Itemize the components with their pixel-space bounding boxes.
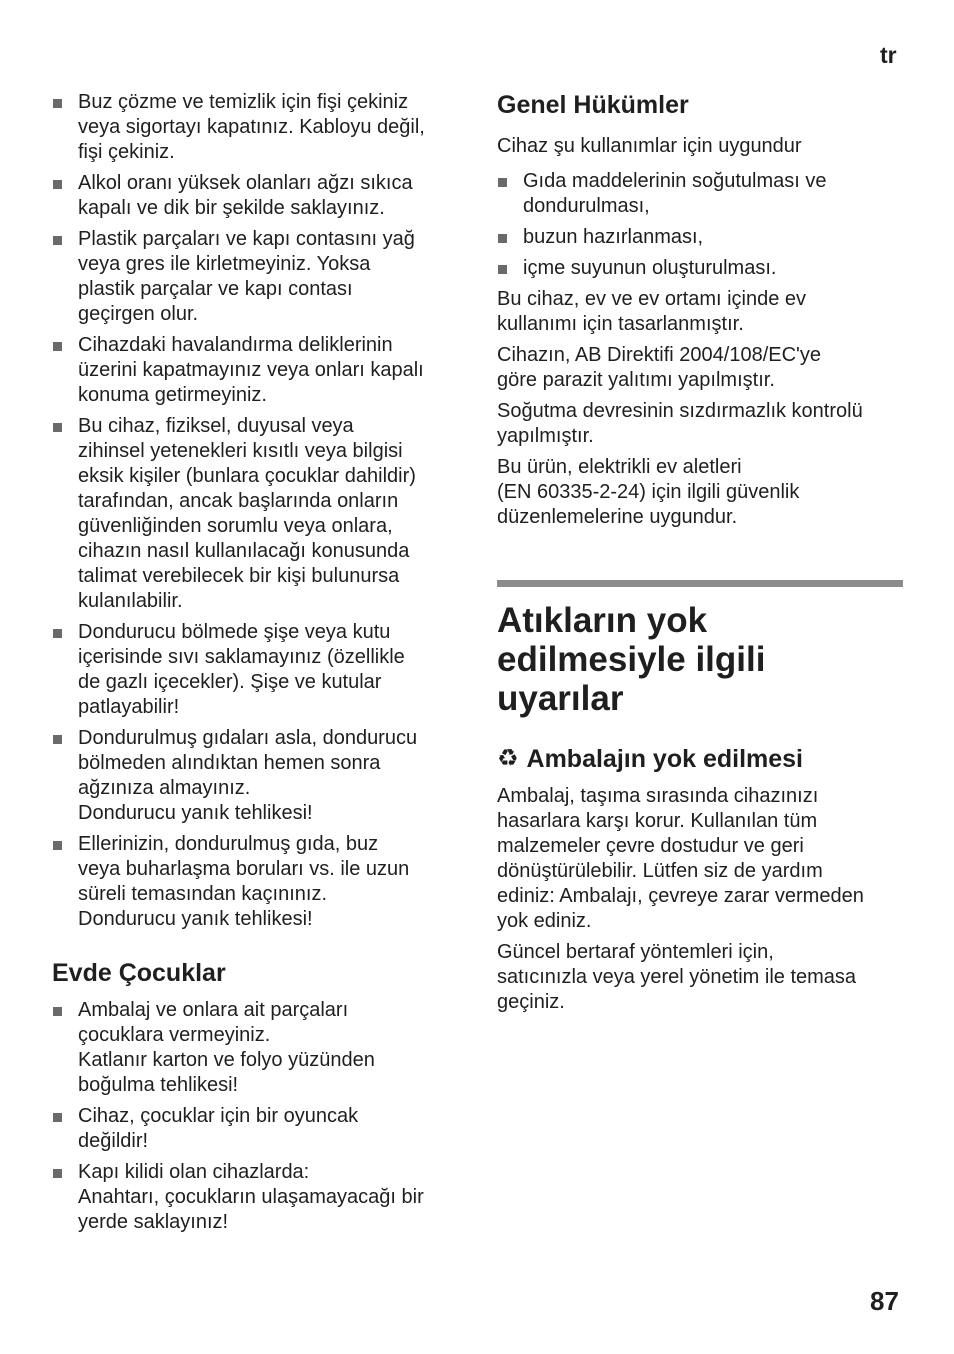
recycle-icon: ♻: [497, 745, 519, 772]
paragraph-line: Cihazın, AB Direktifi 2004/108/EC'ye: [497, 344, 821, 366]
bullet-square-icon: [53, 342, 62, 351]
list-item-line: geçirgen olur.: [78, 303, 199, 325]
list-item: [497, 256, 907, 281]
packaging-heading: [497, 744, 907, 774]
paragraph: [497, 455, 907, 530]
packaging-heading-text: Ambalajın yok edilmesi: [526, 745, 804, 773]
paragraph: [497, 343, 907, 393]
heading-line: Atıkların yok: [497, 601, 708, 640]
list-item-line: üzerini kapatmayınız veya onları kapalı: [78, 359, 424, 381]
heading-line: edilmesiyle ilgili: [497, 640, 766, 679]
list-item-line: Dondurucu bölmede şişe veya kutu: [78, 621, 391, 643]
list-item: [52, 1160, 462, 1235]
list-item-line: Katlanır karton ve folyo yüzünden: [78, 1049, 375, 1071]
list-item-line: Kapı kilidi olan cihazlarda:: [78, 1161, 310, 1183]
page-number: 87: [870, 1286, 899, 1316]
list-item-line: Dondurulmuş gıdaları asla, dondurucu: [78, 727, 418, 749]
list-item: [497, 225, 907, 250]
list-item-line: Bu cihaz, fiziksel, duyusal veya: [78, 415, 354, 437]
list-item-line: talimat verebilecek bir kişi bulunursa: [78, 565, 400, 587]
paragraph: [497, 940, 907, 1015]
bullet-square-icon: [53, 629, 62, 638]
list-item-line: buzun hazırlanması,: [523, 226, 704, 248]
list-item-line: Cihaz, çocuklar için bir oyuncak: [78, 1105, 359, 1127]
list-item-line: Cihazdaki havalandırma deliklerinin: [78, 334, 393, 356]
list-item-line: yerde saklayınız!: [78, 1211, 229, 1233]
list-item-line: Gıda maddelerinin soğutulması ve: [523, 170, 827, 192]
list-item: [52, 1104, 462, 1154]
list-item-line: cihazın nasıl kullanılacağı konusunda: [78, 540, 410, 562]
paragraph-line: Güncel bertaraf yöntemleri için,: [497, 941, 774, 963]
list-item-line: tarafından, ancak başlarında onların: [78, 490, 399, 512]
bullet-square-icon: [53, 735, 62, 744]
bullet-square-icon: [53, 99, 62, 108]
list-item-line: Ambalaj ve onlara ait parçaları: [78, 999, 349, 1021]
paragraph-line: geçiniz.: [497, 991, 565, 1013]
list-item-line: içerisinde sıvı saklamayınız (özellikle: [78, 646, 405, 668]
list-item: [52, 333, 462, 408]
list-item-line: ağzınıza almayınız.: [78, 777, 251, 799]
list-item-line: Buz çözme ve temizlik için fişi çekiniz: [78, 91, 409, 113]
left-column: [52, 90, 462, 1241]
list-item-line: plastik parçalar ve kapı contası: [78, 278, 353, 300]
paragraph: [497, 399, 907, 449]
paragraph-line: düzenlemelerine uygundur.: [497, 506, 738, 528]
list-item: [52, 90, 462, 165]
packaging-paragraphs: [497, 784, 907, 1015]
section-heading-children: Evde Çocuklar: [52, 959, 226, 987]
list-item-line: patlayabilir!: [78, 696, 180, 718]
paragraph-line: dönüştürülebilir. Lütfen siz de yardım: [497, 860, 823, 882]
bullet-square-icon: [53, 423, 62, 432]
bullet-square-icon: [53, 180, 62, 189]
language-code: tr: [880, 42, 897, 68]
general-paragraphs: [497, 287, 907, 530]
list-item-line: kulanılabilir.: [78, 590, 183, 612]
bullet-square-icon: [498, 265, 507, 274]
paragraph-line: hasarlara karşı korur. Kullanılan tüm: [497, 810, 818, 832]
paragraph-line: göre parazit yalıtımı yapılmıştır.: [497, 369, 775, 391]
safety-list: [52, 90, 462, 932]
section-divider: [497, 580, 903, 587]
paragraph-line: malzemeler çevre dostudur ve geri: [497, 835, 804, 857]
list-item-line: Ellerinizin, dondurulmuş gıda, buz: [78, 833, 379, 855]
list-item-line: içme suyunun oluşturulması.: [523, 257, 777, 279]
list-item-line: veya gres ile kirletmeyiniz. Yoksa: [78, 253, 371, 275]
list-item-line: zihinsel yetenekleri kısıtlı veya bilgisi: [78, 440, 403, 462]
usage-list: [497, 169, 907, 281]
list-item-line: fişi çekiniz.: [78, 141, 175, 163]
list-item-line: çocuklara vermeyiniz.: [78, 1024, 271, 1046]
paragraph-line: Soğutma devresinin sızdırmazlık kontrolü: [497, 400, 863, 422]
list-item: [52, 998, 462, 1098]
list-item-line: kapalı ve dik bir şekilde saklayınız.: [78, 197, 385, 219]
disposal-heading: [497, 601, 907, 718]
list-item-line: süreli temasından kaçınınız.: [78, 883, 328, 905]
list-item-line: değildir!: [78, 1130, 149, 1152]
paragraph-line: (EN 60335-2-24) için ilgili güvenlik: [497, 481, 800, 503]
list-item-line: Alkol oranı yüksek olanları ağzı sıkıca: [78, 172, 413, 194]
list-item-line: boğulma tehlikesi!: [78, 1074, 239, 1096]
list-item: [52, 414, 462, 614]
bullet-square-icon: [53, 841, 62, 850]
list-item-line: dondurulması,: [523, 195, 650, 217]
children-list: [52, 998, 462, 1235]
list-item-line: eksik kişiler (bunlara çocuklar dahildir): [78, 465, 416, 487]
paragraph-line: yok ediniz.: [497, 910, 592, 932]
list-item-line: Dondurucu yanık tehlikesi!: [78, 802, 313, 824]
section-heading-general: Genel Hükümler: [497, 91, 689, 119]
list-item-line: konuma getirmeyiniz.: [78, 384, 267, 406]
list-item-line: veya sigortayı kapatınız. Kabloyu değil,: [78, 116, 425, 138]
list-item-line: Plastik parçaları ve kapı contasını yağ: [78, 228, 415, 250]
paragraph-line: Bu ürün, elektrikli ev aletleri: [497, 456, 742, 478]
list-item-line: Anahtarı, çocukların ulaşamayacağı bir: [78, 1186, 424, 1208]
heading-line: uyarılar: [497, 679, 624, 718]
list-item: [52, 171, 462, 221]
paragraph-line: ediniz: Ambalajı, çevreye zarar vermeden: [497, 885, 864, 907]
bullet-square-icon: [53, 1113, 62, 1122]
list-item: [52, 227, 462, 327]
bullet-square-icon: [53, 1007, 62, 1016]
paragraph-line: yapılmıştır.: [497, 425, 594, 447]
intro-text: Cihaz şu kullanımlar için uygundur: [497, 135, 802, 157]
list-item-line: güvenliğinden sorumlu veya onlara,: [78, 515, 393, 537]
list-item: [52, 620, 462, 720]
bullet-square-icon: [53, 236, 62, 245]
list-item-line: veya buharlaşma boruları vs. ile uzun: [78, 858, 410, 880]
list-item: [52, 832, 462, 932]
paragraph: [497, 287, 907, 337]
bullet-square-icon: [498, 178, 507, 187]
bullet-square-icon: [498, 234, 507, 243]
list-item: [52, 726, 462, 826]
list-item-line: bölmeden alındıktan hemen sonra: [78, 752, 381, 774]
list-item: [497, 169, 907, 219]
paragraph-line: Bu cihaz, ev ve ev ortamı içinde ev: [497, 288, 807, 310]
right-column: [497, 90, 907, 1021]
paragraph-line: kullanımı için tasarlanmıştır.: [497, 313, 744, 335]
bullet-square-icon: [53, 1169, 62, 1178]
list-item-line: de gazlı içecekler). Şişe ve kutular: [78, 671, 382, 693]
list-item-line: Dondurucu yanık tehlikesi!: [78, 908, 313, 930]
paragraph-line: Ambalaj, taşıma sırasında cihazınızı: [497, 785, 819, 807]
paragraph: [497, 784, 907, 934]
paragraph-line: satıcınızla veya yerel yönetim ile temasa: [497, 966, 857, 988]
